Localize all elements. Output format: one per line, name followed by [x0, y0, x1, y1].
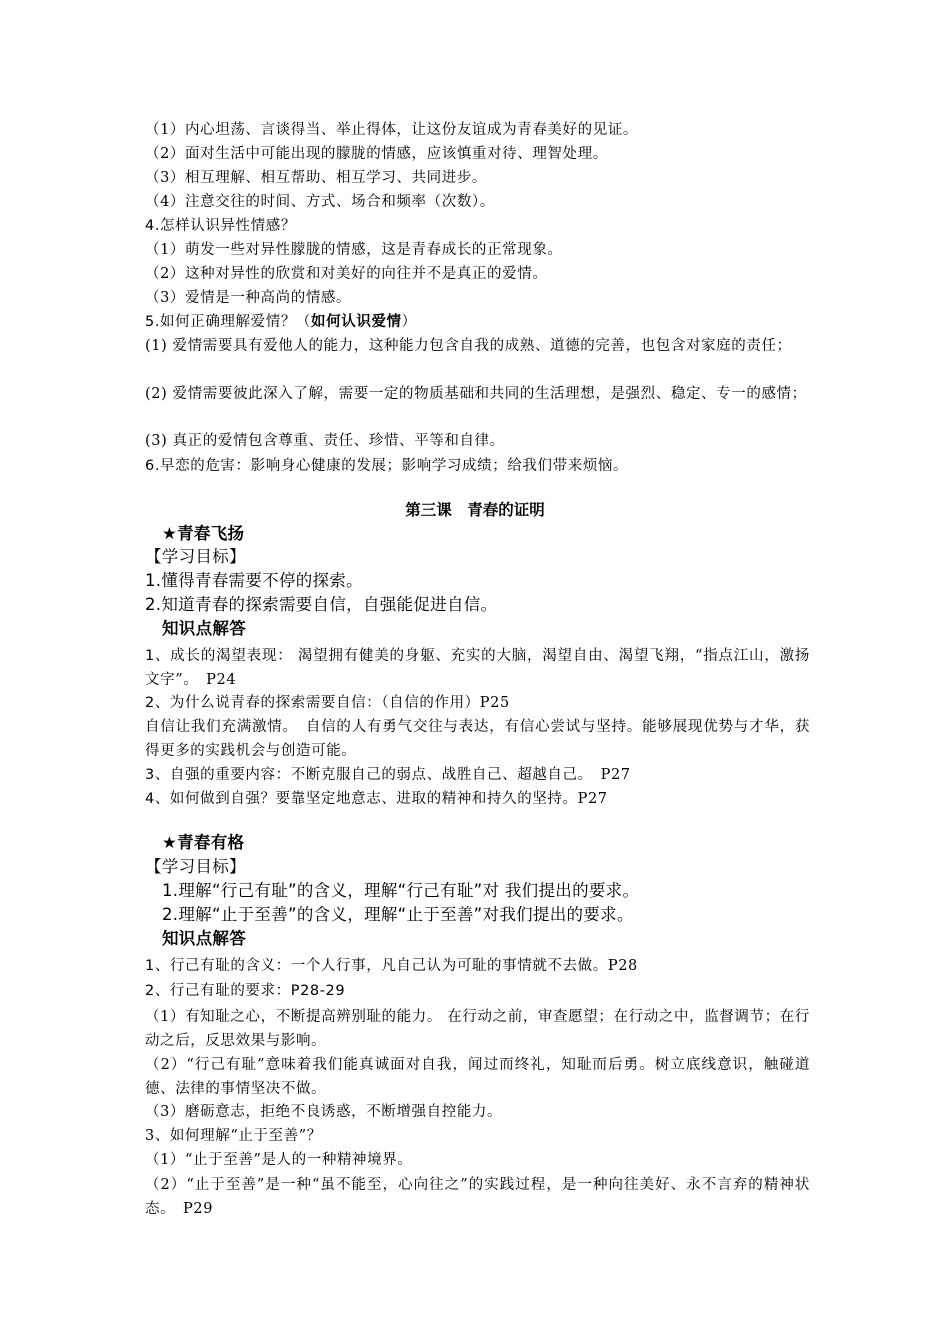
- knowledge-points-label-2: 知识点解答: [162, 929, 246, 948]
- question-4-answer-3: （3）爱情是一种高尚的情感。: [145, 290, 352, 306]
- point-2: [145, 693, 810, 713]
- point-1-lead: 1、成长的渴望表现：: [145, 648, 293, 664]
- point-2-2-answer-1: （1）有知耻之心，不断提高辨别耻的能力。 在行动之前，审查愿望；在行动之中，监督调节；在行动之后，反思效果与影响。: [145, 1009, 810, 1049]
- question-4-answer-2: （2）这种对异性的欣赏和对美好的向往并不是真正的爱情。: [145, 266, 548, 282]
- question-4: 4.怎样认识异性情感？: [145, 218, 296, 234]
- point-2-2: 2、行己有耻的要求：P28-29: [145, 983, 346, 999]
- point-2-lead: 2、为什么说青春的探索需要自信：: [145, 695, 382, 711]
- point-1-body: 渴望拥有健美的身躯、充实的大脑，渴望自由、渴望飞翔，“指点江山，激扬文字”。 P24: [145, 648, 810, 688]
- point-3-body: 不断克服自己的弱点、战胜自己、超越自己。 P27: [290, 767, 631, 783]
- question-6: 6.早恋的危害：影响身心健康的发展；影响学习成绩；给我们带来烦恼。: [145, 458, 629, 474]
- point-4: [145, 789, 810, 809]
- point-3: [145, 765, 810, 785]
- learning-goals-label-2: 【学习目标】: [145, 857, 246, 876]
- point-4-body: 要靠坚定地意志、进取的精神和持久的坚持。P27: [275, 791, 608, 807]
- point-2-3: 3、如何理解“止于至善”？: [145, 1128, 322, 1144]
- question-5-text: 5.如何正确理解爱情？（: [145, 314, 312, 330]
- question-5-alt: 如何认识爱情: [311, 314, 402, 330]
- friendship-point-3: （3）相互理解、相互帮助、相互学习、共同进步。: [145, 170, 488, 186]
- question-5-close: ）: [401, 314, 417, 330]
- point-1: [145, 644, 810, 692]
- goal-2: 2.知道青春的探索需要自信，自强能促进自信。: [145, 595, 498, 614]
- lesson-title: 第三课 青春的证明: [405, 501, 545, 519]
- friendship-point-2: （2）面对生活中可能出现的朦胧的情感，应该慎重对待、理智处理。: [145, 146, 608, 162]
- goal-1: 1.懂得青春需要不停的探索。: [145, 571, 363, 590]
- section-heading-qingchun-youge: ★青春有格: [162, 833, 245, 852]
- point-2-2-answer-3: （3）磨砺意志，拒绝不良诱惑，不断增强自控能力。: [145, 1104, 503, 1120]
- goal-2-2: 2.理解“止于至善”的含义，理解“止于至善”对我们提出的要求。: [162, 905, 634, 924]
- point-2-3-answer-2: （2）“止于至善”是一种“虽不能至，心向往之”的实践过程，是一种向往美好、永不言弃的精神状态。 P29: [145, 1177, 810, 1217]
- point-2-2-answer-2: （2）“行己有耻”意味着我们能真诚面对自我，闻过而终礼，知耻而后勇。树立底线意识，触碰道德、法律的事情坚决不做。: [145, 1057, 810, 1097]
- point-3-lead: 3、自强的重要内容：: [145, 767, 291, 783]
- point-2-1-body: 一个人行事，凡自己认为可耻的事情就不去做。P28: [290, 958, 638, 974]
- point-2-body: 自信让我们充满激情。 自信的人有勇气交往与表达，有信心尝试与坚持。能够展现优势与才华，获得更多的实践机会与创造可能。: [145, 719, 810, 759]
- knowledge-points-label: 知识点解答: [162, 619, 246, 638]
- point-2-note: （自信的作用）P25: [381, 695, 510, 711]
- point-2-3-answer-1: （1）“止于至善”是人的一种精神境界。: [145, 1152, 413, 1168]
- point-4-lead: 4、如何做到自强？: [145, 791, 276, 807]
- learning-goals-label: 【学习目标】: [145, 547, 246, 566]
- friendship-point-4: （4）注意交往的时间、方式、场合和频率（次数）。: [145, 194, 495, 210]
- goal-2-1: 1.理解“行己有耻”的含义，理解“行己有耻”对 我们提出的要求。: [162, 881, 640, 900]
- point-2-1: [145, 956, 810, 976]
- section-heading-qingchun-feiyang: ★青春飞扬: [162, 524, 245, 543]
- question-5: [145, 312, 810, 332]
- question-5-answer-2: (2) 爱情需要彼此深入了解，需要一定的物质基础和共同的生活理想，是强烈、稳定、专一的感情；: [145, 386, 807, 402]
- question-5-answer-1: (1) 爱情需要具有爱他人的能力，这种能力包含自我的成熟、道德的完善，也包含对家庭的责任；: [145, 338, 792, 354]
- question-4-answer-1: （1）萌发一些对异性朦胧的情感，这是青春成长的正常现象。: [145, 242, 563, 258]
- friendship-point-1: （1）内心坦荡、言谈得当、举止得体，让这份友谊成为青春美好的见证。: [145, 122, 639, 138]
- point-2-1-lead: 1、行己有耻的含义：: [145, 958, 291, 974]
- question-5-answer-3: (3) 真正的爱情包含尊重、责任、珍惜、平等和自律。: [145, 433, 505, 449]
